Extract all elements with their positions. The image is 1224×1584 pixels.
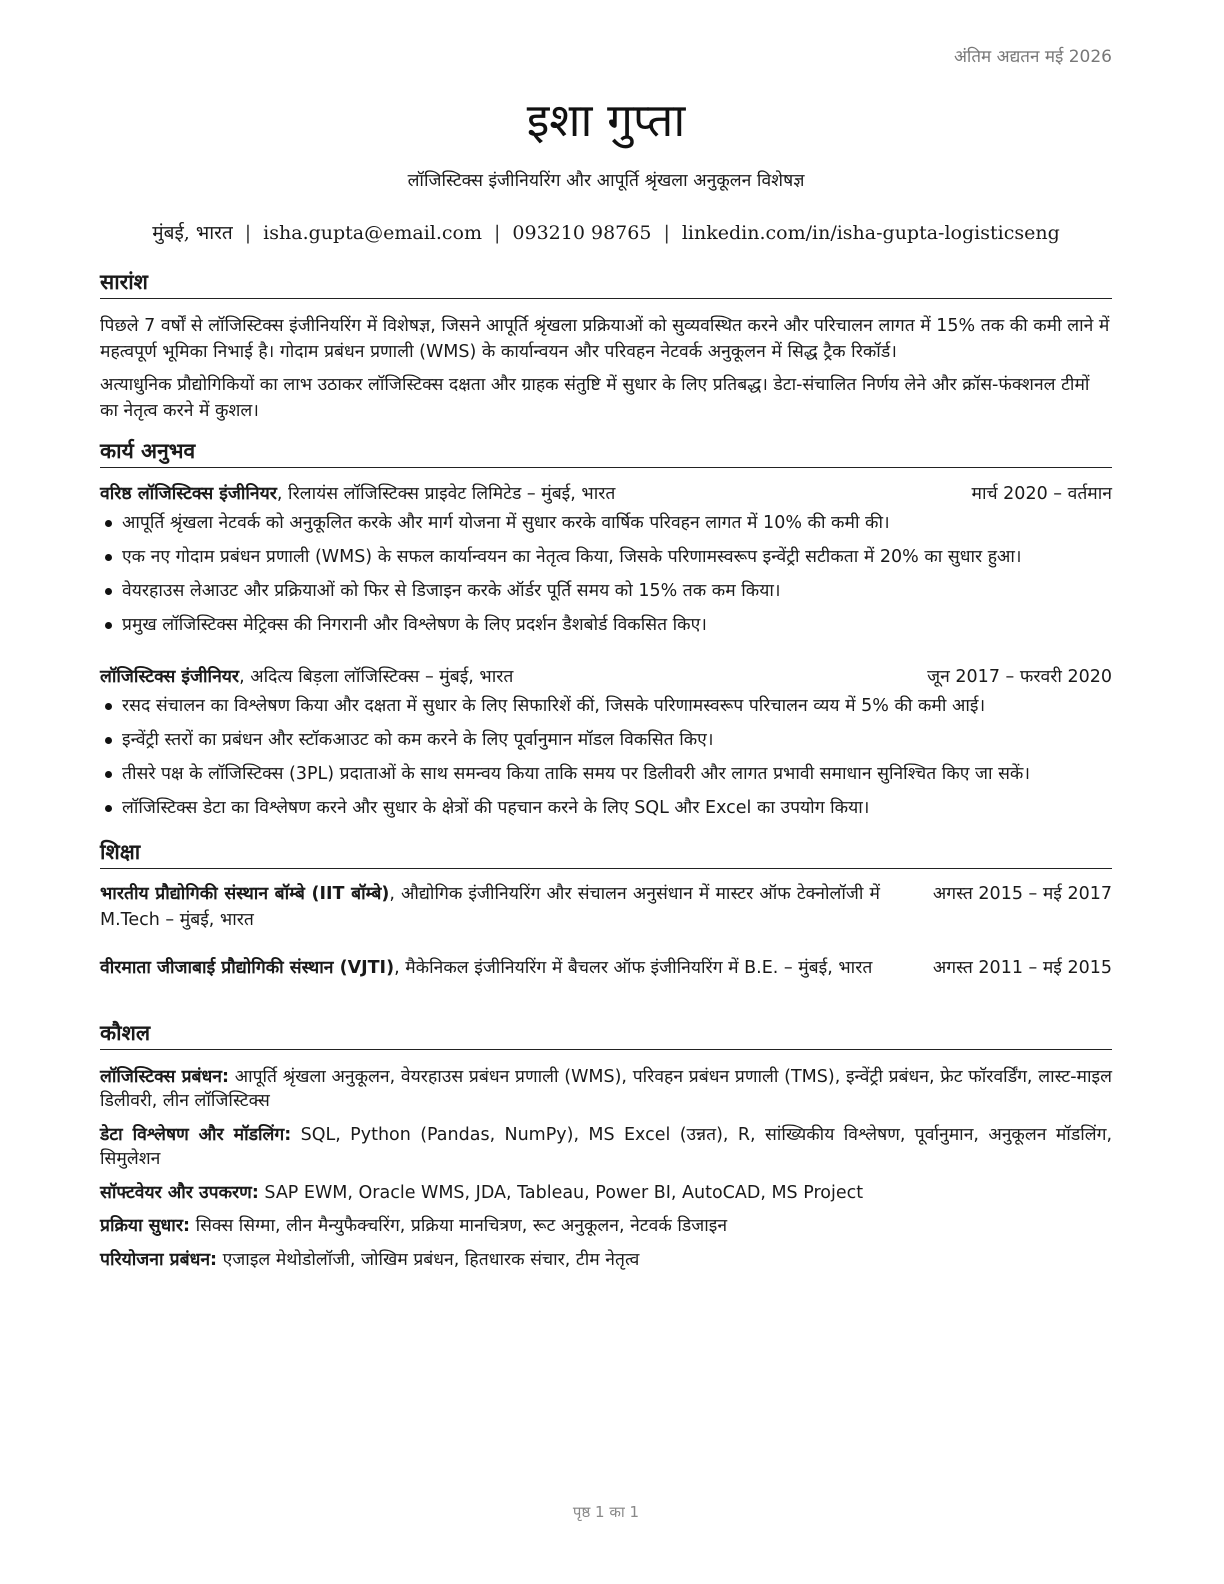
- job-role: वरिष्ठ लॉजिस्टिक्स इंजीनियर: [100, 484, 277, 504]
- contact-location: मुंबई, भारत: [152, 222, 233, 244]
- job-org: , रिलायंस लॉजिस्टिक्स प्राइवेट लिमिटेड – मुंबई, भारत: [276, 484, 616, 504]
- school-name: वीरमाता जीजाबाई प्रौद्योगिकी संस्थान (VJTI): [100, 958, 395, 978]
- education-entry: [100, 881, 1112, 933]
- skill-group: [100, 1123, 1112, 1171]
- list-item: आपूर्ति श्रृंखला नेटवर्क को अनुकूलित करके और मार्ग योजना में सुधार करके वार्षिक परिवहन लागत में 10% की कमी की।: [100, 510, 1112, 544]
- skill-label: सॉफ्टवेयर और उपकरण:: [100, 1183, 259, 1203]
- degree-text: , मैकेनिकल इंजीनियरिंग में बैचलर ऑफ इंजीनियरिंग में B.E. – मुंबई, भारत: [394, 958, 873, 978]
- contact-email-link[interactable]: isha.gupta@email.com: [263, 222, 483, 244]
- skill-group: [100, 1214, 1112, 1238]
- section-title-skills: कौशल: [100, 1019, 1112, 1050]
- skill-text: SQL, Python (Pandas, NumPy), MS Excel (उन्नत), R, सांख्यिकीय विश्लेषण, पूर्वानुमान, अनुकूलन मॉडलिंग, सिमुलेशन: [100, 1125, 1113, 1169]
- tagline: लॉजिस्टिक्स इंजीनियरिंग और आपूर्ति श्रृंखला अनुकूलन विशेषज्ञ: [407, 171, 805, 191]
- skill-text: सिक्स सिग्मा, लीन मैन्युफैक्चरिंग, प्रक्रिया मानचित्रण, रूट अनुकूलन, नेटवर्क डिजाइन: [190, 1216, 728, 1236]
- contact-line: [100, 219, 1112, 245]
- last-updated: अंतिम अद्यतन मई 2026: [953, 47, 1112, 67]
- list-item: रसद संचालन का विश्लेषण किया और दक्षता में सुधार के लिए सिफारिशें कीं, जिसके परिणामस्वरूप परिचालन व्यय में 5% की कमी आई।: [100, 693, 1112, 727]
- skill-group: [100, 1248, 1112, 1272]
- resume-page: [100, 0, 1112, 1584]
- school-name: भारतीय प्रौद्योगिकी संस्थान बॉम्बे (IIT बॉम्बे): [100, 884, 390, 904]
- job-bullets: [100, 693, 1112, 829]
- list-item: लॉजिस्टिक्स डेटा का विश्लेषण करने और सुधार के क्षेत्रों की पहचान करने के लिए SQL और Excel का उपयोग किया।: [100, 795, 1112, 829]
- section-title-education: शिक्षा: [100, 838, 1112, 869]
- education-dates: अगस्त 2015 – मई 2017: [932, 884, 1112, 904]
- skill-text: आपूर्ति श्रृंखला अनुकूलन, वेयरहाउस प्रबंधन प्रणाली (WMS), परिवहन प्रबंधन प्रणाली (TMS), इन्वेंट्री प्रबंधन, फ्रेट फॉरवर्डिंग, लास्ट-माइल डिलीवरी, लीन लॉजिस्टिक्स: [100, 1067, 1112, 1111]
- list-item: वेयरहाउस लेआउट और प्रक्रियाओं को फिर से डिजाइन करके ऑर्डर पूर्ति समय को 15% तक कम किया।: [100, 578, 1112, 612]
- page-number: पृष्ठ 1 का 1: [572, 1503, 640, 1521]
- list-item: एक नए गोदाम प्रबंधन प्रणाली (WMS) के सफल कार्यान्वयन का नेतृत्व किया, जिसके परिणामस्वरूप इन्वेंट्री सटीकता में 20% का सुधार हुआ।: [100, 544, 1112, 578]
- skill-label: परियोजना प्रबंधन:: [100, 1250, 218, 1270]
- skill-label: लॉजिस्टिक्स प्रबंधन:: [100, 1067, 229, 1087]
- section-title-experience: कार्य अनुभव: [100, 437, 1112, 468]
- list-item: प्रमुख लॉजिस्टिक्स मेट्रिक्स की निगरानी और विश्लेषण के लिए प्रदर्शन डैशबोर्ड विकसित किए।: [100, 612, 1112, 646]
- job-dates: मार्च 2020 – वर्तमान: [971, 484, 1112, 504]
- skill-label: डेटा विश्लेषण और मॉडलिंग:: [100, 1125, 292, 1145]
- contact-separator: |: [244, 222, 252, 244]
- degree-text: , औद्योगिक इंजीनियरिंग और संचालन अनुसंधान में मास्टर ऑफ टेक्नोलॉजी में M.Tech – मुंबई, भारत: [100, 884, 880, 930]
- job-dates: जून 2017 – फरवरी 2020: [927, 667, 1112, 687]
- education-dates: अगस्त 2011 – मई 2015: [932, 958, 1112, 978]
- job-header: [100, 481, 1112, 507]
- contact-linkedin-link[interactable]: linkedin.com/in/isha-gupta-logisticseng: [681, 222, 1060, 244]
- list-item: इन्वेंट्री स्तरों का प्रबंधन और स्टॉकआउट को कम करने के लिए पूर्वानुमान मॉडल विकसित किए।: [100, 727, 1112, 761]
- section-title-summary: सारांश: [100, 268, 1112, 299]
- contact-separator: |: [663, 222, 670, 244]
- contact-phone: 093210 98765: [512, 222, 652, 244]
- job-header: [100, 664, 1112, 690]
- summary-paragraph: अत्याधुनिक प्रौद्योगिकियों का लाभ उठाकर लॉजिस्टिक्स दक्षता और ग्राहक संतुष्टि में सुधार के लिए प्रतिबद्ध। डेटा-संचालित निर्णय लेने और क्रॉस-फंक्शनल टीमों का नेतृत्व करने में कुशल।: [100, 375, 1090, 421]
- job-bullets: [100, 510, 1112, 646]
- skill-label: प्रक्रिया सुधार:: [100, 1216, 190, 1236]
- contact-separator: |: [494, 222, 501, 244]
- skill-group: [100, 1181, 1112, 1205]
- skill-group: [100, 1065, 1112, 1113]
- list-item: तीसरे पक्ष के लॉजिस्टिक्स (3PL) प्रदाताओं के साथ समन्वय किया ताकि समय पर डिलीवरी और लागत प्रभावी समाधान सुनिश्चित किए जा सकें।: [100, 761, 1112, 795]
- summary-paragraph: पिछले 7 वर्षों से लॉजिस्टिक्स इंजीनियरिंग में विशेषज्ञ, जिसने आपूर्ति श्रृंखला प्रक्रियाओं को सुव्यवस्थित करने और परिचालन लागत में 15% तक की कमी लाने में महत्वपूर्ण भूमिका निभाई है। गोदाम प्रबंधन प्रणाली (WMS) के कार्यान्वयन और परिवहन नेटवर्क अनुकूलन में सिद्ध ट्रैक रिकॉर्ड।: [100, 316, 1110, 362]
- skill-text: एजाइल मेथोडोलॉजी, जोखिम प्रबंधन, हितधारक संचार, टीम नेतृत्व: [217, 1250, 640, 1270]
- skill-text: SAP EWM, Oracle WMS, JDA, Tableau, Power BI, AutoCAD, MS Project: [258, 1183, 864, 1203]
- education-entry: [100, 955, 1112, 981]
- job-role: लॉजिस्टिक्स इंजीनियर: [100, 667, 240, 687]
- candidate-name: इशा गुप्ता: [526, 93, 686, 147]
- job-org: , अदित्य बिड़ला लॉजिस्टिक्स – मुंबई, भारत: [239, 667, 514, 687]
